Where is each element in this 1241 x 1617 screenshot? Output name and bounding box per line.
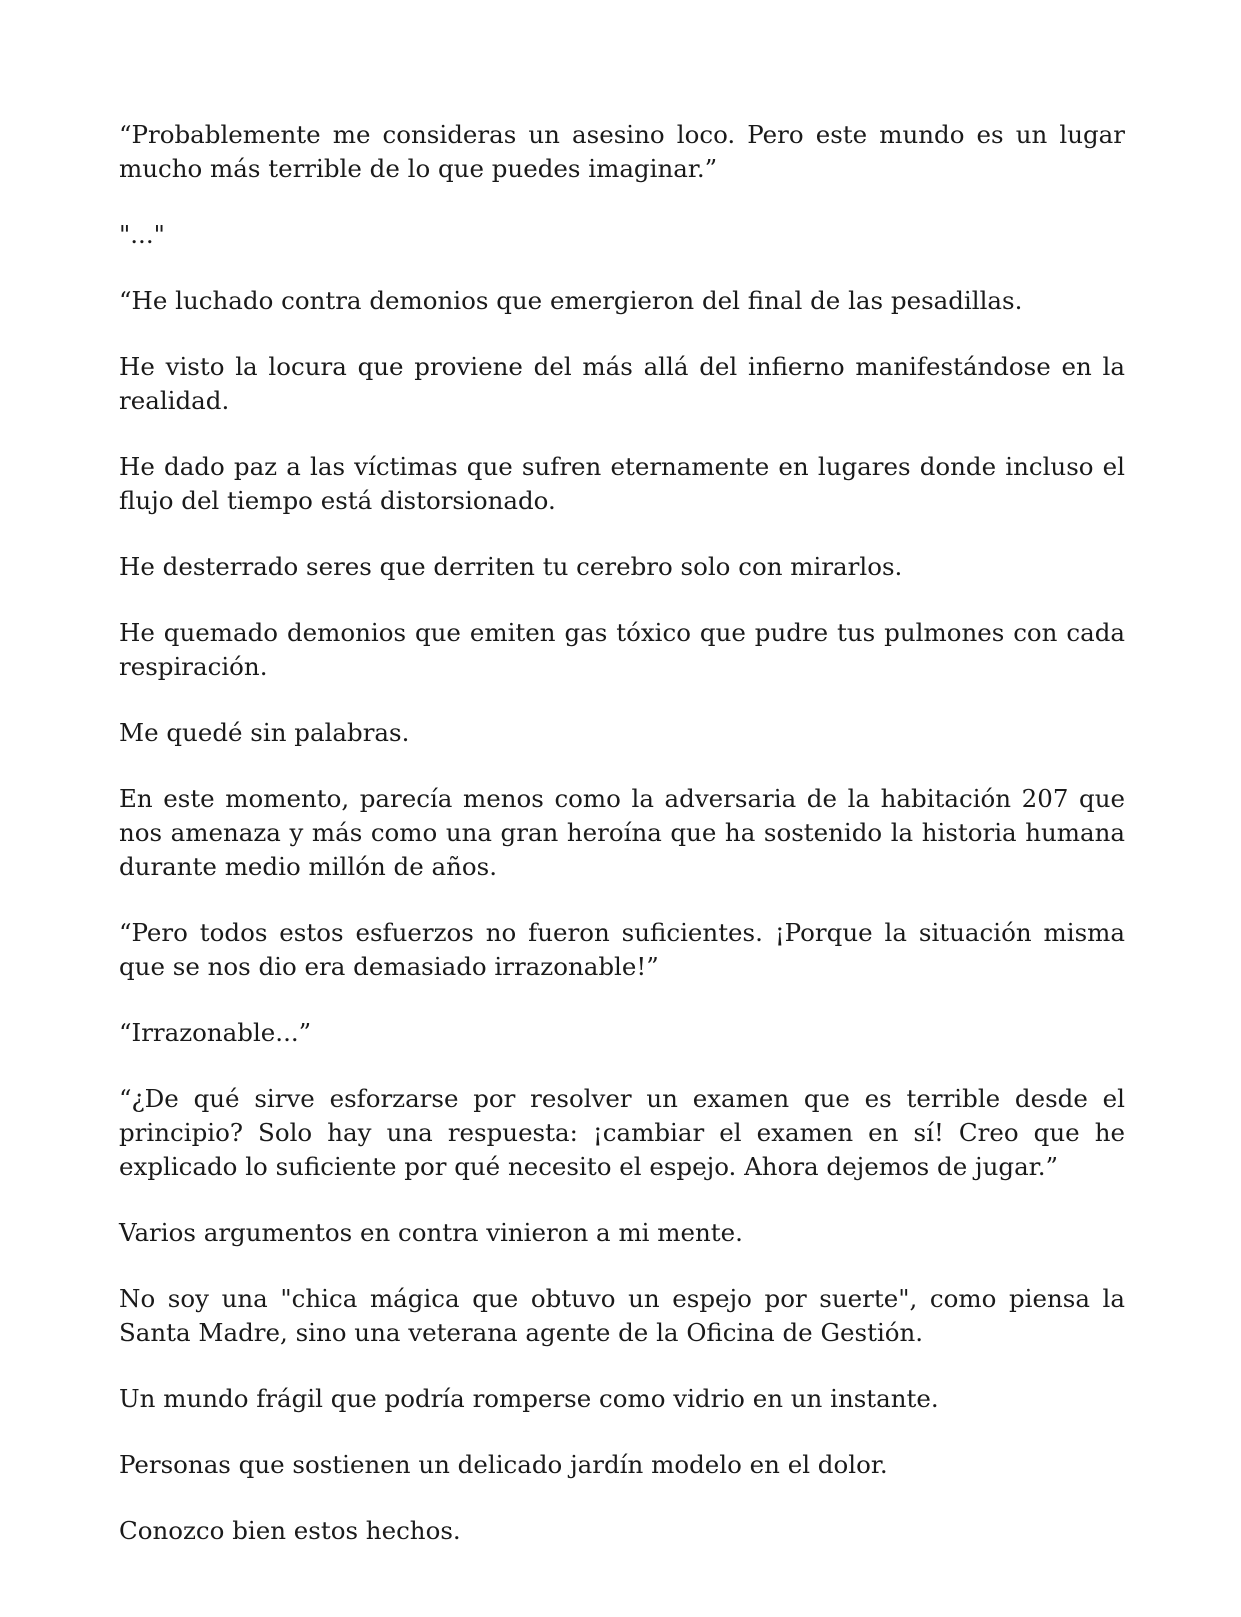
paragraph: “Irrazonable...” xyxy=(119,1018,312,1047)
paragraph: Personas que sostienen un delicado jardín modelo en el dolor. xyxy=(119,1450,888,1479)
paragraph: He dado paz a las víctimas que sufren eternamente en lugares donde incluso el flujo del tiempo está distorsionado. xyxy=(119,452,1125,515)
paragraph: Me quedé sin palabras. xyxy=(119,718,410,747)
paragraph: Un mundo frágil que podría romperse como vidrio en un instante. xyxy=(119,1384,939,1413)
paragraph: He desterrado seres que derriten tu cerebro solo con mirarlos. xyxy=(119,552,903,581)
paragraph: No soy una "chica mágica que obtuvo un espejo por suerte", como piensa la Santa Madre, sino una veterana agente de la Oficina de Gestión. xyxy=(119,1284,1125,1347)
paragraph: He visto la locura que proviene del más allá del infierno manifestándose en la realidad. xyxy=(119,352,1125,415)
paragraph: “He luchado contra demonios que emergieron del final de las pesadillas. xyxy=(119,286,1023,315)
paragraph: "..." xyxy=(119,220,165,249)
paragraph: He quemado demonios que emiten gas tóxico que pudre tus pulmones con cada respiración. xyxy=(119,618,1125,681)
paragraph: “Probablemente me consideras un asesino loco. Pero este mundo es un lugar mucho más terrible de lo que puedes imaginar.” xyxy=(119,120,1125,183)
paragraph: “Pero todos estos esfuerzos no fueron suficientes. ¡Porque la situación misma que se nos dio era demasiado irrazonable!” xyxy=(119,918,1125,981)
document-page xyxy=(119,118,1125,1580)
paragraph: Varios argumentos en contra vinieron a mi mente. xyxy=(119,1218,743,1247)
paragraph: “¿De qué sirve esforzarse por resolver un examen que es terrible desde el principio? Solo hay una respuesta: ¡cambiar el examen en sí! Creo que he explicado lo suficiente por qué necesito el espejo. Ahora dejemos de jugar.” xyxy=(119,1084,1125,1181)
paragraph: Conozco bien estos hechos. xyxy=(119,1516,461,1545)
paragraph: En este momento, parecía menos como la adversaria de la habitación 207 que nos amenaza y más como una gran heroína que ha sostenido la historia humana durante medio millón de años. xyxy=(119,784,1125,881)
